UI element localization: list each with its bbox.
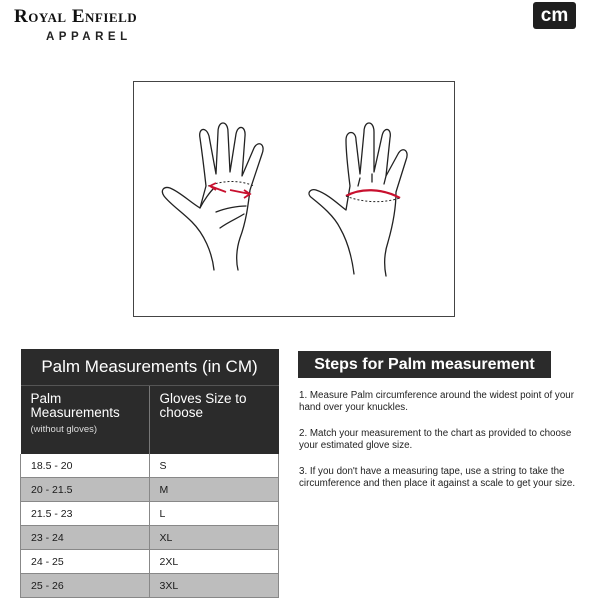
brand-subline: APPAREL	[46, 31, 132, 43]
steps-heading: Steps for Palm measurement	[298, 351, 551, 378]
measurement-cell: 24 - 25	[21, 550, 150, 574]
measurement-cell: 23 - 24	[21, 526, 150, 550]
table-row	[21, 502, 279, 526]
table-title: Palm Measurements (in CM)	[21, 349, 279, 386]
palm-hand-icon	[162, 123, 263, 270]
size-cell: L	[149, 502, 279, 526]
size-cell: S	[149, 454, 279, 478]
brand-logo-text: Royal Enfield	[14, 6, 138, 27]
step-item: 1. Measure Palm circumference around the widest point of your hand over your knuckles.	[299, 390, 574, 413]
measurement-cell: 18.5 - 20	[21, 454, 150, 478]
column-header-palm	[21, 386, 150, 455]
column-header-note: (without gloves)	[30, 424, 98, 435]
table-row	[21, 526, 279, 550]
hand-measurement-illustration	[133, 81, 455, 317]
size-chart-table	[20, 349, 279, 598]
column-header-size: Gloves Size to choose	[149, 386, 279, 455]
size-cell: XL	[149, 526, 279, 550]
step-item: 3. If you don't have a measuring tape, use a string to take the circumference and then place it against a scale to get your size.	[299, 466, 576, 489]
table-row	[21, 454, 279, 478]
column-header-palm-label: Palm Measurements	[30, 391, 120, 420]
size-cell: M	[149, 478, 279, 502]
size-cell: 3XL	[149, 574, 279, 598]
unit-badge: cm	[533, 2, 576, 29]
table-row	[21, 478, 279, 502]
measurement-cell: 21.5 - 23	[21, 502, 150, 526]
measurement-cell: 25 - 26	[21, 574, 150, 598]
palm-arrow-icon	[210, 183, 226, 192]
step-item: 2. Match your measurement to the chart as provided to choose your estimated glove size.	[299, 428, 572, 451]
size-cell: 2XL	[149, 550, 279, 574]
palm-arrow-icon	[230, 190, 250, 198]
measurement-cell: 20 - 21.5	[21, 478, 150, 502]
table-row	[21, 550, 279, 574]
back-tape-band	[346, 190, 400, 198]
table-row	[21, 574, 279, 598]
